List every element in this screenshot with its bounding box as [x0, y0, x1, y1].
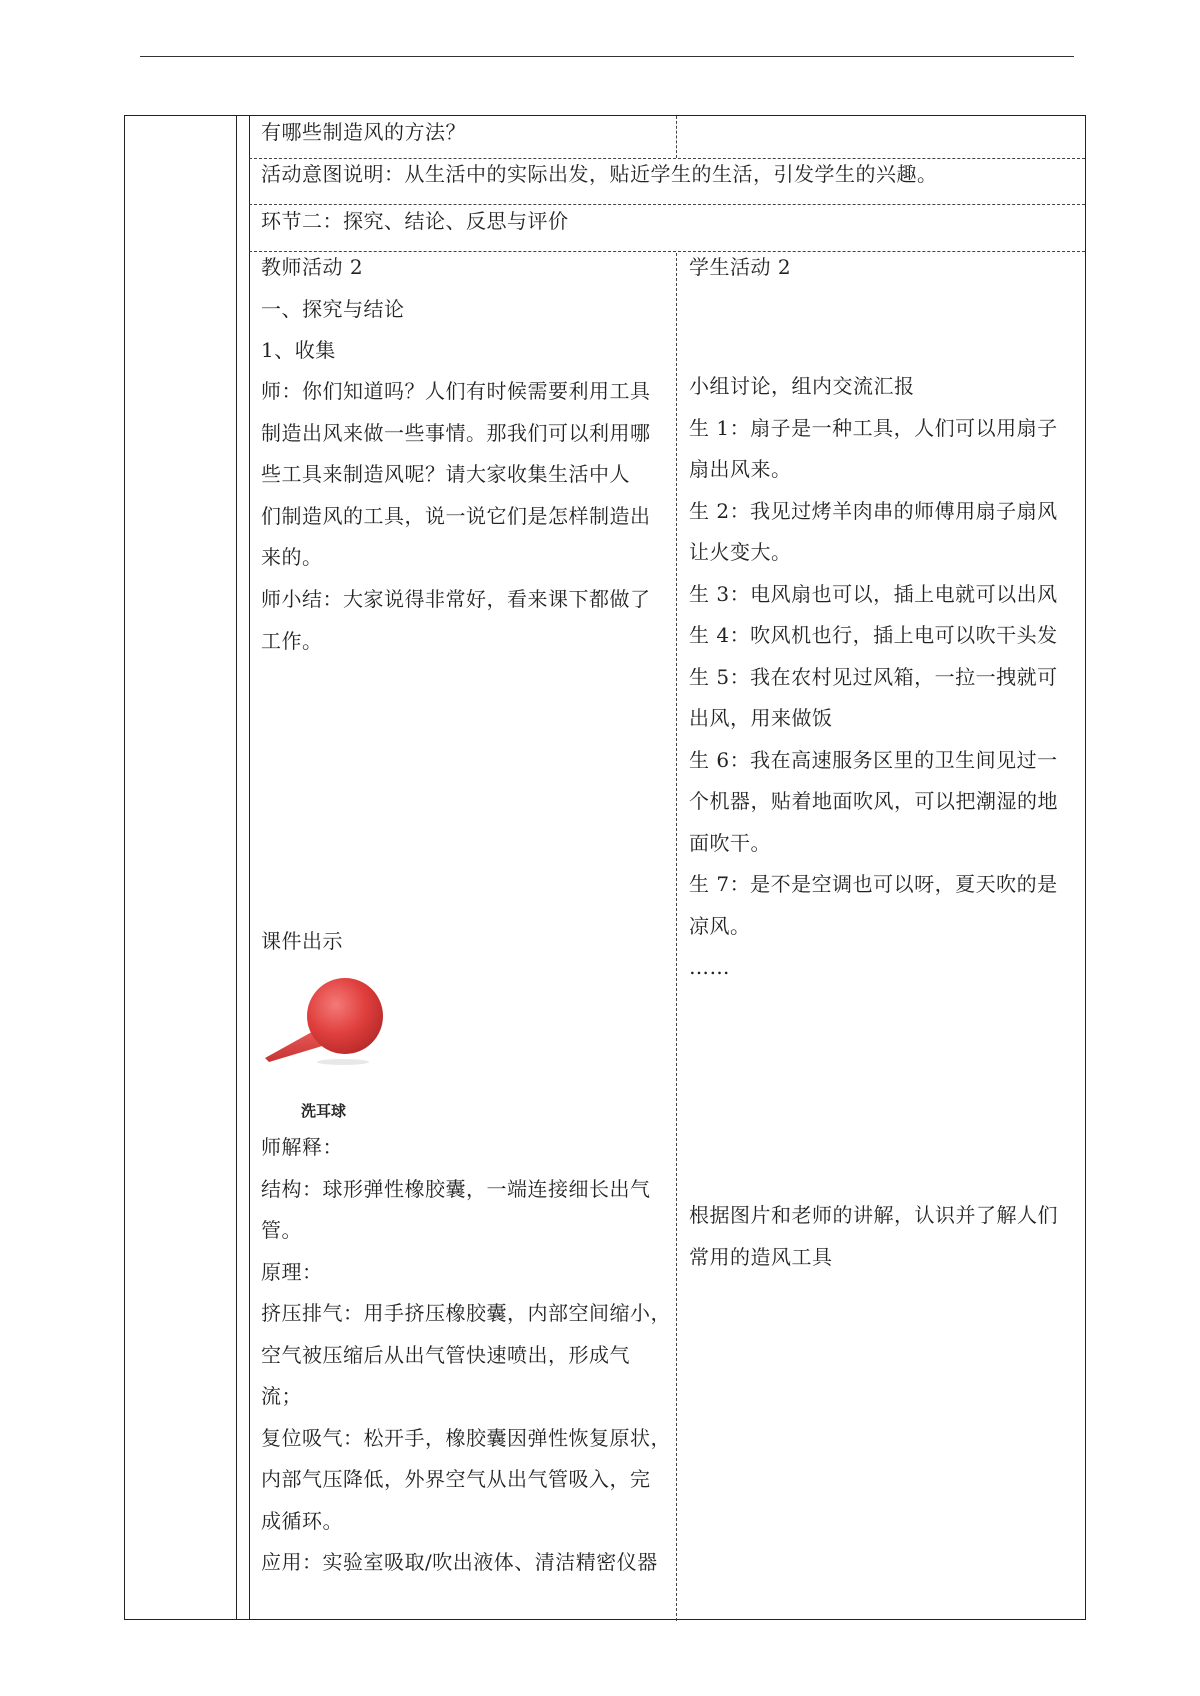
image-caption: 洗耳球 — [301, 1102, 347, 1120]
text-line: 工作。 — [261, 628, 323, 653]
text-line: 凉风。 — [689, 913, 751, 938]
text-line: 生 1：扇子是一种工具，人们可以用扇子 — [689, 415, 1058, 440]
text-line: 师小结：大家说得非常好，看来课下都做了 — [261, 587, 651, 611]
text-line: 出风，用来做饭 — [689, 706, 833, 730]
column-divider — [249, 116, 250, 1619]
row-separator — [249, 251, 1085, 252]
text-line: 内部气压降低，外界空气从出气管吸入，完 — [261, 1467, 651, 1491]
text-line: 生 6：我在高速服务区里的卫生间见过一 — [689, 747, 1058, 772]
text-line: 个机器，贴着地面吹风，可以把潮湿的地 — [689, 789, 1058, 813]
stage-title: 环节二：探究、结论、反思与评价 — [261, 209, 569, 233]
student-discussion — [689, 366, 1058, 989]
text-line: 面吹干。 — [689, 830, 771, 855]
intent-note: 活动意图说明：从生活中的实际出发，贴近学生的生活，引发学生的兴趣。 — [261, 162, 938, 186]
text-line: 些工具来制造风呢？请大家收集生活中人 — [261, 462, 630, 486]
text-line: …… — [689, 955, 730, 979]
text-line: 挤压排气：用手挤压橡胶囊，内部空间缩小， — [261, 1301, 671, 1325]
text-line: 师解释： — [261, 1135, 343, 1159]
header-rule — [140, 56, 1074, 57]
text-line: 空气被压缩后从出气管快速喷出，形成气 — [261, 1342, 630, 1367]
text-line: 流； — [261, 1384, 302, 1408]
cell-divider — [676, 253, 677, 1621]
text-line: 复位吸气：松开手，橡胶囊因弹性恢复原状， — [261, 1425, 671, 1450]
teacher-section-title: 一、探究与结论 — [261, 297, 405, 321]
text-line: 让火变大。 — [689, 540, 792, 564]
teacher-question-paragraph — [261, 371, 651, 579]
text-line: 原理： — [261, 1259, 323, 1284]
text-line: 结构：球形弹性橡胶囊，一端连接细长出气 — [261, 1176, 651, 1201]
student-response — [689, 1195, 1058, 1278]
ear-bulb-image — [261, 966, 391, 1066]
text-line: 应用：实验室吸取/吹出液体、清洁精密仪器 — [261, 1550, 658, 1574]
text-line: 小组讨论，组内交流汇报 — [689, 374, 915, 398]
text-line: 生 4：吹风机也行，插上电可以吹干头发 — [689, 623, 1058, 647]
teacher-subtitle: 1、收集 — [261, 338, 336, 362]
text-line: 生 2：我见过烤羊肉串的师傅用扇子扇风 — [689, 498, 1058, 523]
lesson-table — [124, 115, 1086, 1620]
text-line: 成循环。 — [261, 1508, 343, 1533]
text-line: 们制造风的工具，说一说它们是怎样制造出 — [261, 503, 651, 528]
student-heading: 学生活动 2 — [689, 255, 792, 279]
text-line: 扇出风来。 — [689, 457, 792, 481]
text-line: 生 5：我在农村见过风箱，一拉一拽就可 — [689, 664, 1058, 689]
text-line: 常用的造风工具 — [689, 1244, 833, 1269]
text-line: 师：你们知道吗？人们有时候需要利用工具 — [261, 379, 651, 403]
text-line: 生 3：电风扇也可以，插上电就可以出风 — [689, 581, 1058, 606]
courseware-label: 课件出示 — [261, 929, 343, 953]
column-divider — [236, 116, 237, 1619]
teacher-summary — [261, 579, 651, 662]
text-line: 来的。 — [261, 545, 323, 569]
text-line: 根据图片和老师的讲解，认识并了解人们 — [689, 1203, 1058, 1227]
question-text: 有哪些制造风的方法？ — [261, 120, 466, 144]
cell-divider — [676, 116, 677, 158]
text-line: 制造出风来做一些事情。那我们可以利用哪 — [261, 420, 651, 445]
text-line: 管。 — [261, 1218, 302, 1242]
teacher-explanation — [261, 1127, 671, 1584]
teacher-heading: 教师活动 2 — [261, 255, 364, 279]
text-line: 生 7：是不是空调也可以呀，夏天吹的是 — [689, 872, 1058, 896]
